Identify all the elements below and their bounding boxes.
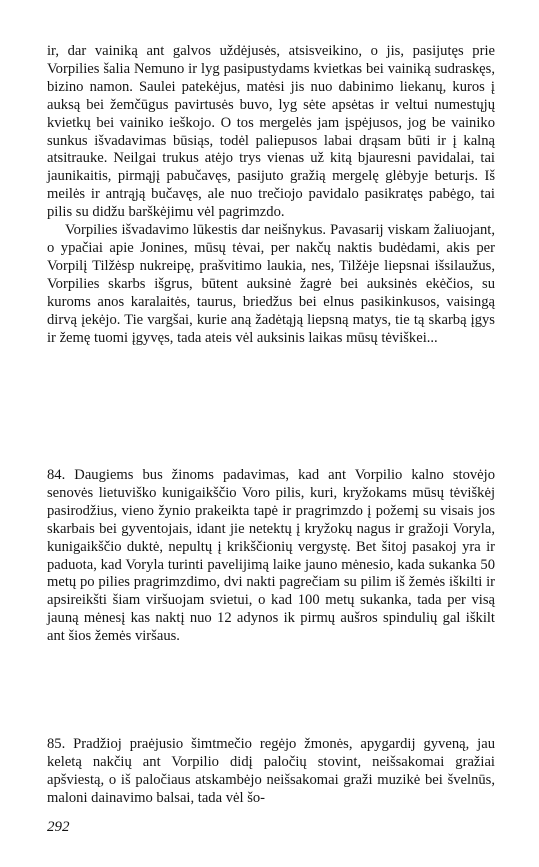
page-number: 292: [47, 819, 70, 835]
text-section-84: [47, 467, 495, 646]
paragraph-vorpilis-expectation: Vorpilies išvadavimo lūkestis dar neišnykus. Pavasarij viskam žaliuojant, o ypačiai apie Jonines, mūsų tėvai, per nakčų naktis budėdami, akis per Vorpilį Tilžėsp nukreipę, prašvitimo laukia, nes, Tilžėje liepsnai išsilaužus, Vorpilies skarbs išgrus, būtent auksinė žagrė bei auksinės ekėčios, su kuroms anos karalaitės, taurus, briedžus bei elnus pasikinkusos, vaisingą dirvą įekėjo. Tie vargšai, kurie aną žadėtąją liepsną matys, tie tą skarbą įgys ir žemę tuomi įgyvęs, tada ateis vėl auksinis laikas mūsų tėviškei...: [47, 222, 495, 346]
paragraph-85: 85. Pradžioj praėjusio šimtmečio regėjo žmonės, apygardij gyveną, jau keletą nakčių ant Vorpilio didį paločių stovint, neišsakomai gražiai apšviestą, o iš paločiaus atskambėjo neišsakomai graži muzikė bei švelnūs, maloni dainavimo balsai, tada vėl šo-: [47, 736, 495, 806]
text-section-85: [47, 736, 495, 808]
paragraph-84: 84. Daugiems bus žinoms padavimas, kad ant Vorpilio kalno stovėjo senovės lietuviško kunigaikščio Voro pilis, kuri, kryžokams mūsų tėviškėj pasirodžius, vieno žynio prakeikta tapė ir pragrimzdo į požemį su visais jos skarbais bei gyventojais, idant jie netektų į kryžokų nagus ir gražoji Voryla, kunigaikščio duktė, nepultų į krikščionių vergystę. Bet šitoj pasakoj yra ir paduota, kad Voryla turinti pavelijimą laike jauno mėnesio, kada sukanka 50 metų po pilies pragrimzdimo, dvi nakti pagrečiam su pilim iš žemės iškilti ir apsireikšti šiam viršuojam svietui, o kad 100 metų sukanka, tada per visą jauną mėnesį kas naktį nuo 12 adynos ik pirmų aušros spindulių gal iškilt ant šios žemės viršaus.: [47, 467, 495, 645]
paragraph-legend-ending: ir, dar vainiką ant galvos uždėjusės, atsisveikino, o jis, pasijutęs prie Vorpilies šalia Nemuno ir lyg pasipustydams kvietkas bei vainiką sudraskęs, bizino namon. Saulei patekėjus, matėsi jis nuo dabinimo liekanų, kuros į auksą bei žemčūgus pavirtusės buvo, lyg sėte apsėtas ir veltui numestųjų kvietkų bei vainiko ieškojo. O tos mergelės jam įspėjusos, jog be vainiko sunkus išvadavimas būsiąs, todėl paliepusos labai drąsam būti ir į kalną atsitrauke. Neilgai trukus atėjo trys vienas už kitą bjauresni pavidalai, tai jaunikaitis, pirmąjį pabučavęs, pasijuto gražią mergelę glėbyje beturįs. Iš meilės ir antrąją bučavęs, ale nuo trečiojo pavidalo pasikratęs pabėgo, tai pilis su didžu barškėjimu vėl pagrimzdo.: [47, 43, 495, 221]
text-section-continuation: [47, 43, 495, 347]
